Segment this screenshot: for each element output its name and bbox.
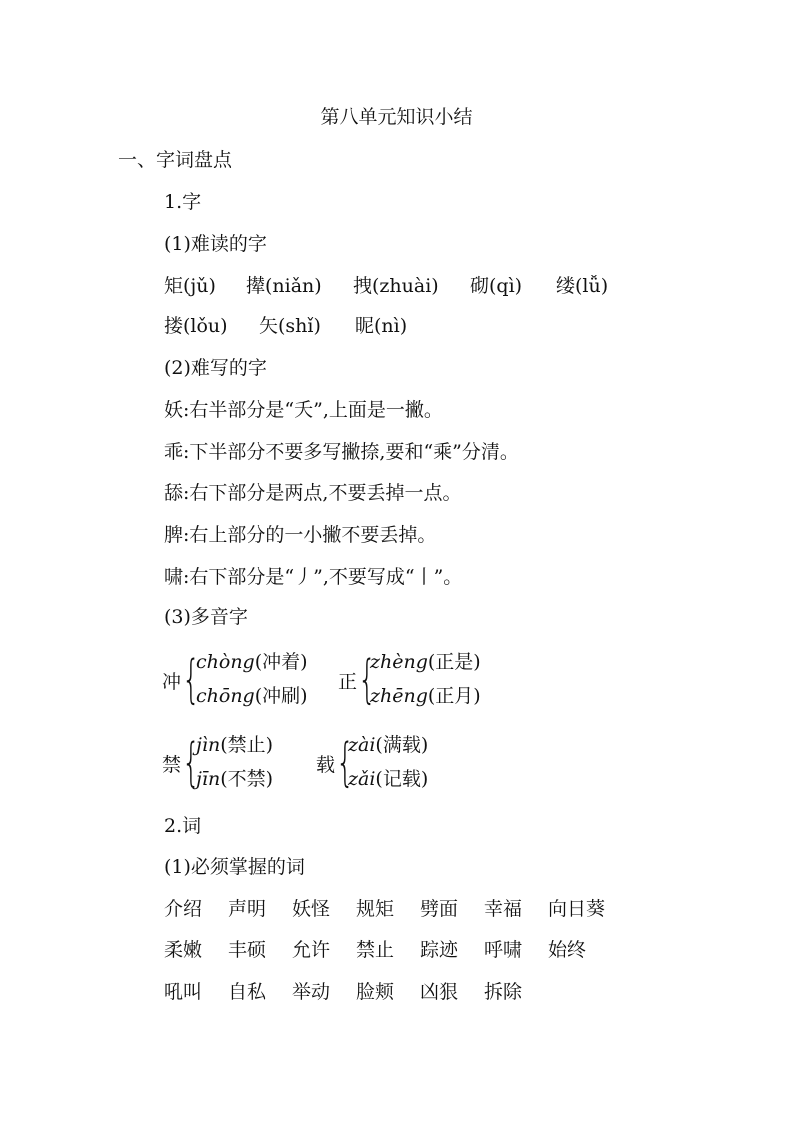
example-word: (记载) bbox=[375, 768, 429, 790]
pinyin: zhēng bbox=[370, 685, 428, 707]
brace-icon: { bbox=[336, 733, 355, 793]
word-item: 妖怪 bbox=[292, 898, 331, 920]
must-know-words-heading: (1)必须掌握的词 bbox=[164, 856, 305, 878]
hard-to-write-item: 脾:右上部分的一小撇不要丢掉。 bbox=[164, 524, 437, 546]
subheading-words: 2.词 bbox=[164, 815, 202, 837]
pinyin: jīn bbox=[196, 768, 221, 790]
word-item: 吼叫 bbox=[164, 981, 203, 1003]
pinyin: jìn bbox=[196, 734, 221, 756]
example-word: (正月) bbox=[427, 685, 481, 707]
word-item: 始终 bbox=[548, 939, 587, 961]
hard-to-write-item: 妖:右半部分是“夭”,上面是一撇。 bbox=[164, 399, 443, 421]
word-row bbox=[164, 938, 586, 962]
example-word: (禁止) bbox=[220, 734, 274, 756]
word-item: 规矩 bbox=[356, 898, 395, 920]
word-item: 幸福 bbox=[484, 898, 523, 920]
hard-to-read-row-2 bbox=[164, 314, 407, 338]
word-item: 自私 bbox=[228, 981, 267, 1003]
word-item: 呼啸 bbox=[484, 939, 523, 961]
polyphonic-group bbox=[162, 733, 302, 797]
brace-icon: { bbox=[358, 650, 377, 710]
hard-to-read-heading: (1)难读的字 bbox=[164, 233, 267, 255]
word-row bbox=[164, 980, 522, 1004]
polyphonic-group bbox=[316, 733, 456, 797]
brace-icon: { bbox=[182, 733, 201, 793]
word-row bbox=[164, 897, 605, 921]
pinyin: zhèng bbox=[370, 651, 428, 673]
pinyin: zài bbox=[348, 734, 376, 756]
word-item: 允许 bbox=[292, 939, 331, 961]
word-item: 柔嫩 bbox=[164, 939, 203, 961]
page-title: 第八单元知识小结 bbox=[320, 106, 473, 128]
word-item: 禁止 bbox=[356, 939, 395, 961]
polyphonic-heading: (3)多音字 bbox=[164, 606, 248, 628]
word-item: 劈面 bbox=[420, 898, 459, 920]
hard-to-write-item: 舔:右下部分是两点,不要丢掉一点。 bbox=[164, 482, 462, 504]
polyphonic-group bbox=[338, 650, 498, 714]
example-word: (冲刷) bbox=[254, 685, 308, 707]
hard-to-write-item: 啸:右下部分是“丿”,不要写成“丨”。 bbox=[164, 566, 463, 588]
polyphonic-char: 禁 bbox=[162, 754, 182, 776]
char-item: 搂(lǒu) bbox=[164, 315, 228, 337]
example-word: (满载) bbox=[375, 734, 429, 756]
char-item: 砌(qì) bbox=[470, 275, 523, 297]
polyphonic-char: 载 bbox=[316, 754, 336, 776]
pinyin: zǎi bbox=[348, 768, 376, 790]
word-item: 丰硕 bbox=[228, 939, 267, 961]
char-item: 缕(lǚ) bbox=[556, 275, 609, 297]
brace-icon: { bbox=[182, 650, 201, 710]
char-item: 矩(jǔ) bbox=[164, 275, 216, 297]
polyphonic-group bbox=[162, 650, 322, 714]
hard-to-read-row-1 bbox=[164, 274, 608, 298]
subheading-characters: 1.字 bbox=[164, 191, 202, 213]
example-word: (正是) bbox=[427, 651, 481, 673]
word-item: 向日葵 bbox=[548, 898, 606, 920]
word-item: 凶狠 bbox=[420, 981, 459, 1003]
hard-to-write-heading: (2)难写的字 bbox=[164, 357, 267, 379]
hard-to-write-item: 乖:下半部分不要多写撇捺,要和“乘”分清。 bbox=[164, 441, 519, 463]
word-item: 踪迹 bbox=[420, 939, 459, 961]
word-item: 声明 bbox=[228, 898, 267, 920]
char-item: 撵(niǎn) bbox=[246, 275, 322, 297]
char-item: 昵(nì) bbox=[355, 315, 408, 337]
polyphonic-char: 正 bbox=[338, 671, 358, 693]
example-word: (不禁) bbox=[220, 768, 274, 790]
polyphonic-char: 冲 bbox=[162, 671, 182, 693]
word-item: 介绍 bbox=[164, 898, 203, 920]
word-item: 举动 bbox=[292, 981, 331, 1003]
example-word: (冲着) bbox=[254, 651, 308, 673]
pinyin: chòng bbox=[196, 651, 255, 673]
char-item: 拽(zhuài) bbox=[353, 275, 439, 297]
char-item: 矢(shǐ) bbox=[259, 315, 321, 337]
word-item: 拆除 bbox=[484, 981, 523, 1003]
word-item: 脸颊 bbox=[356, 981, 395, 1003]
pinyin: chōng bbox=[196, 685, 255, 707]
section-heading: 一、字词盘点 bbox=[118, 149, 233, 171]
